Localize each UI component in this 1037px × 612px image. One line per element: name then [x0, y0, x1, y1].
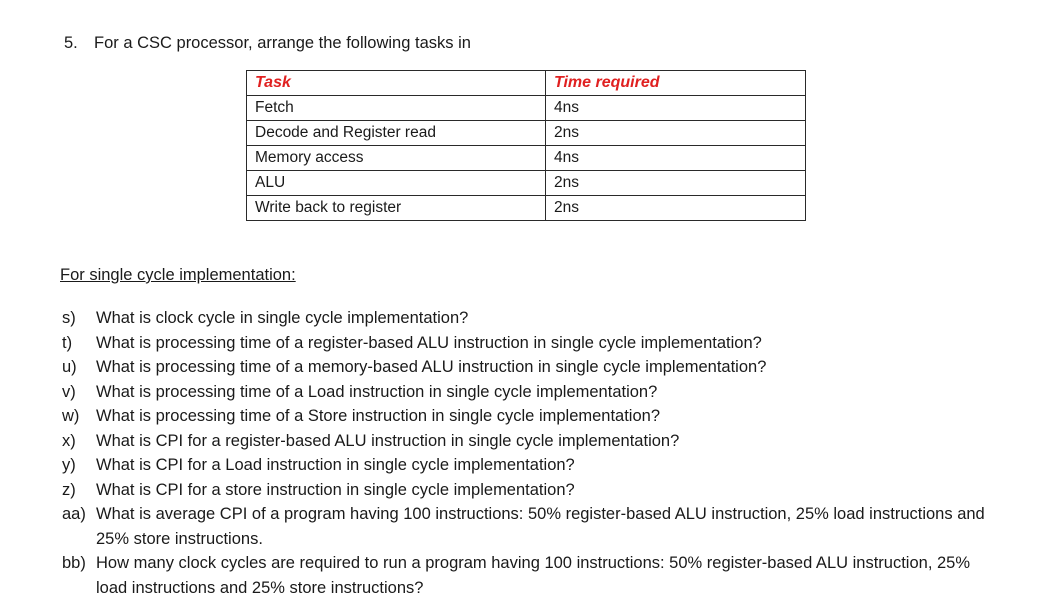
list-item — [62, 502, 1002, 551]
subquestion-text: How many clock cycles are required to run a program having 100 instructions: 50% register-based ALU instruction, 25% load instructions and 25% store instructions? — [96, 554, 971, 597]
subquestion-text: What is average CPI of a program having 100 instructions: 50% register-based ALU instruction, 25% load instructions and 25% store instructions. — [96, 505, 985, 548]
subquestion-label: z) — [62, 480, 76, 499]
subquestion-list — [62, 306, 1002, 600]
cell-task: ALU — [247, 171, 546, 196]
table-row — [247, 96, 806, 121]
subquestion-label: s) — [62, 309, 76, 327]
question-text: For a CSC processor, arrange the following tasks in — [94, 34, 471, 52]
list-item — [62, 404, 1002, 429]
cell-time: 4ns — [546, 96, 806, 121]
list-item — [62, 306, 1002, 331]
cell-time: 2ns — [546, 171, 806, 196]
subquestion-text: What is processing time of a register-based ALU instruction in single cycle implementation? — [96, 333, 762, 352]
cell-time: 2ns — [546, 121, 806, 146]
subquestion-label: y) — [62, 456, 76, 474]
subquestion-label: t) — [62, 333, 73, 352]
subquestion-text: What is clock cycle in single cycle implementation? — [96, 309, 469, 327]
list-item — [62, 429, 1002, 454]
cell-time: 2ns — [546, 196, 806, 221]
subquestion-text: What is processing time of a Load instruction in single cycle implementation? — [96, 382, 658, 401]
list-item — [62, 380, 1002, 405]
list-item — [62, 331, 1002, 356]
question-heading — [64, 34, 471, 53]
subquestion-label: x) — [62, 431, 76, 450]
subquestion-label: u) — [62, 358, 77, 376]
cell-task: Decode and Register read — [247, 121, 546, 146]
list-item — [62, 355, 1002, 380]
cell-task: Memory access — [247, 146, 546, 171]
subquestion-text: What is CPI for a register-based ALU instruction in single cycle implementation? — [96, 431, 680, 450]
header-task: Task — [247, 71, 546, 96]
subquestion-text: What is processing time of a memory-based ALU instruction in single cycle implementation? — [96, 358, 767, 376]
section-title: For single cycle implementation: — [60, 266, 296, 284]
subquestion-label: bb) — [62, 554, 86, 572]
table-row — [247, 171, 806, 196]
list-item — [62, 551, 1002, 600]
subquestion-label: aa) — [62, 505, 86, 523]
subquestion-text: What is processing time of a Store instruction in single cycle implementation? — [96, 407, 661, 425]
cell-time: 4ns — [546, 146, 806, 171]
list-item — [62, 478, 1002, 503]
subquestion-text: What is CPI for a Load instruction in single cycle implementation? — [96, 456, 575, 474]
header-time-required: Time required — [546, 71, 806, 96]
table-header-row — [247, 71, 806, 96]
table-row — [247, 121, 806, 146]
task-table — [246, 70, 806, 221]
cell-task: Write back to register — [247, 196, 546, 221]
subquestion-label: v) — [62, 382, 76, 401]
question-number: 5. — [64, 34, 78, 52]
list-item — [62, 453, 1002, 478]
subquestion-label: w) — [62, 407, 80, 425]
cell-task: Fetch — [247, 96, 546, 121]
table-row — [247, 196, 806, 221]
subquestion-text: What is CPI for a store instruction in single cycle implementation? — [96, 480, 575, 499]
table-row — [247, 146, 806, 171]
